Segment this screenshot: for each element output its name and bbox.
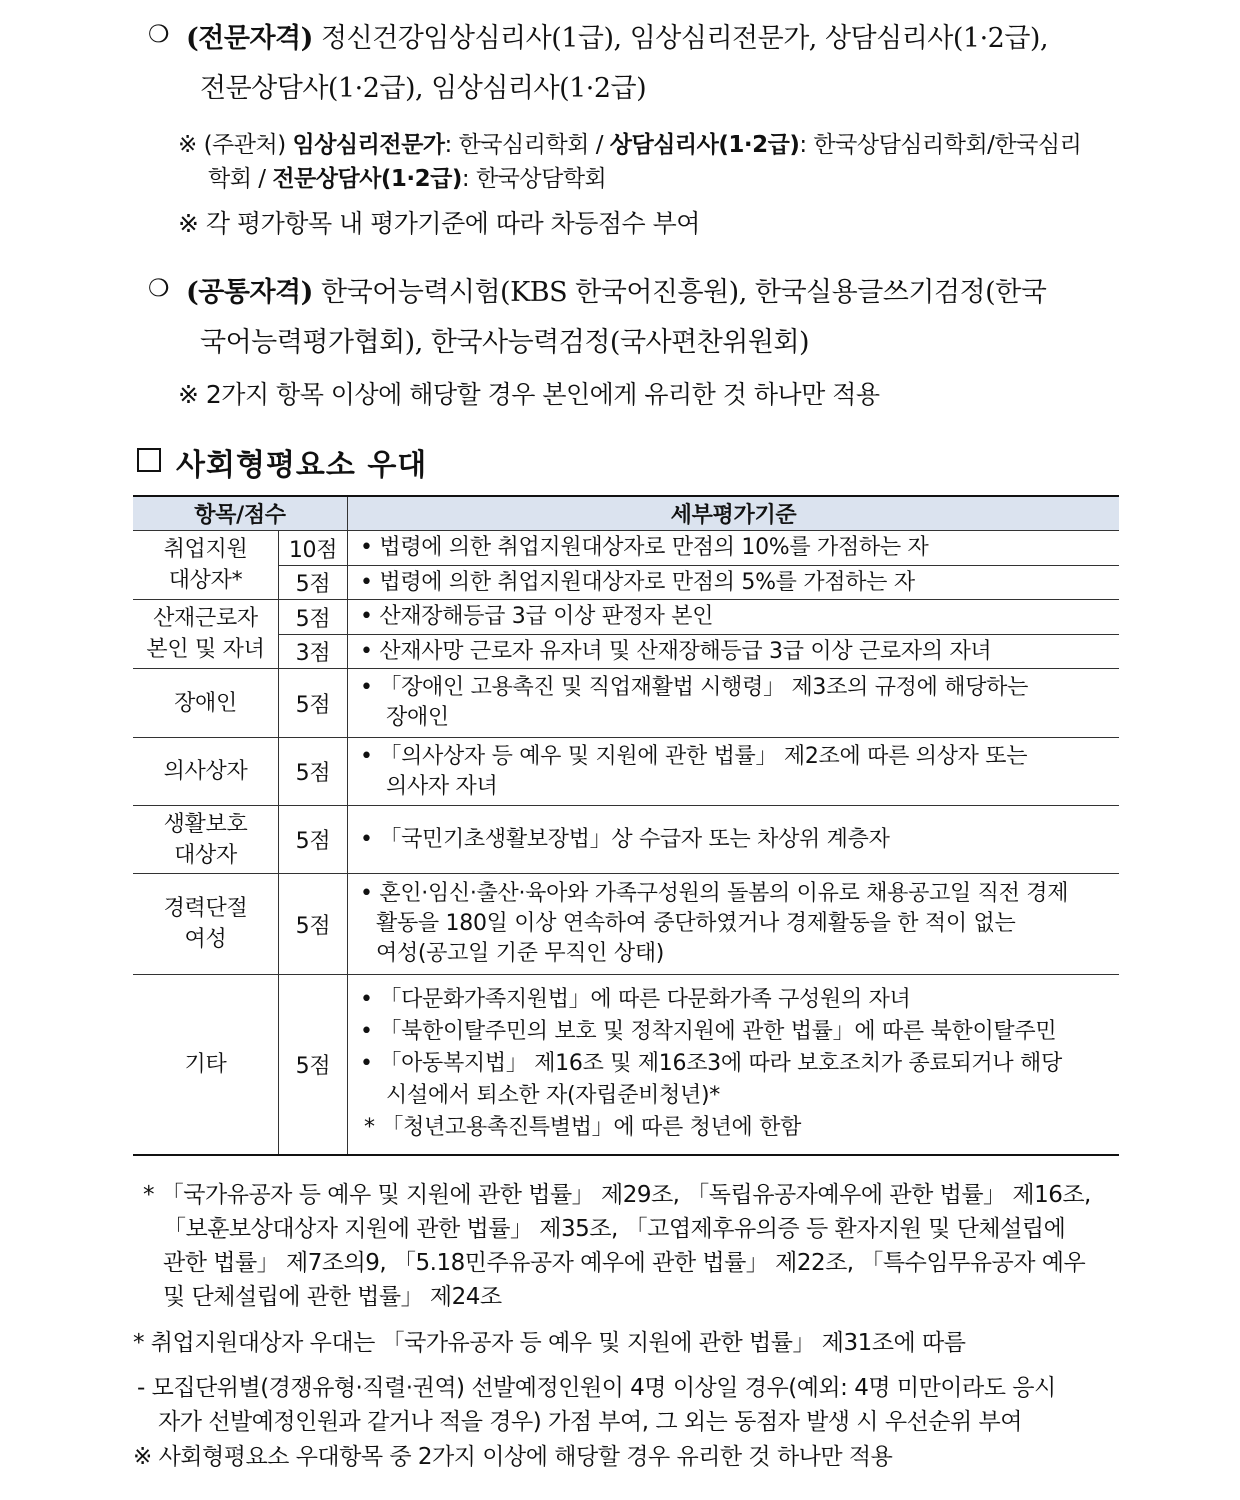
criteria-line: • 「국민기초생활보장법」상 수급자 또는 차상위 계층자 xyxy=(360,826,890,852)
section-title: 사회형평요소 우대 xyxy=(176,448,428,483)
score-cell: 5점 xyxy=(279,874,348,975)
header-criteria: 세부평가기준 xyxy=(348,496,1120,531)
criteria-line: • 「다문화가족지원법」에 따른 다문화가족 구성원의 자녀 xyxy=(360,987,911,1013)
common-qual-text1: 한국어능력시험(KBS 한국어진흥원), 한국실용글쓰기검정(한국 xyxy=(320,277,1047,308)
footnote-unit-line2: 자가 선발예정인원과 같거나 적을 경우) 가점 부여, 그 외는 동점자 발생 시 우선순위 부여 xyxy=(158,1409,1022,1435)
criteria-line: 시설에서 퇴소한 자(자립준비청년)* xyxy=(386,1083,720,1109)
category-line: 본인 및 자녀 xyxy=(146,637,265,662)
note-text-2: : 한국상담심리학회/한국심리 xyxy=(799,132,1082,158)
category-cell: 기타 xyxy=(133,975,279,1155)
criteria-cell xyxy=(348,600,1120,635)
criteria-cell xyxy=(348,669,1120,738)
criteria-cell xyxy=(348,738,1120,806)
criteria-line: • 「장애인 고용촉진 및 직업재활법 시행령」 제3조의 규정에 해당하는 xyxy=(360,675,1029,700)
table-row xyxy=(133,600,1119,635)
category-cell: 장애인 xyxy=(133,669,279,738)
criteria-line: • 「아동복지법」 제16조 및 제16조3에 따라 보호조치가 종료되거나 해당 xyxy=(360,1051,1062,1077)
category-cell xyxy=(133,531,279,600)
note-text-3: : 한국상담학회 xyxy=(461,166,607,192)
criteria-cell xyxy=(348,635,1120,669)
score-cell: 5점 xyxy=(279,669,348,738)
note-text-3a: 학회 / xyxy=(208,166,266,192)
table-row xyxy=(133,566,1119,600)
category-line: 취업지원 xyxy=(163,537,248,562)
pro-qual-line2: 전문상담사(1·2급), 임상심리사(1·2급) xyxy=(200,73,647,104)
table-row xyxy=(133,874,1119,975)
category-line: 경력단절 xyxy=(163,896,248,921)
score-cell: 3점 xyxy=(279,635,348,669)
checkbox-square-icon xyxy=(137,448,161,472)
circle-bullet-icon: ❍ xyxy=(148,274,170,302)
criteria-footnote: * 「청년고용촉진특별법」에 따른 청년에 한함 xyxy=(364,1115,802,1141)
pro-qual-line1 xyxy=(186,16,1048,55)
table-row xyxy=(133,975,1119,1155)
table-row xyxy=(133,635,1119,669)
criteria-line: 의사자 자녀 xyxy=(386,773,498,799)
common-qual-label: (공통자격) xyxy=(186,277,313,308)
note-mark: ※ (주관처) xyxy=(178,132,286,158)
score-cell: 10점 xyxy=(279,531,348,566)
category-line: 생활보호 xyxy=(163,811,248,837)
footnote-employment-support: * 취업지원대상자 우대는 「국가유공자 등 예우 및 지원에 관한 법률」 제31조에 따름 xyxy=(133,1330,966,1356)
note-organizers-line2 xyxy=(208,160,606,193)
criteria-line: 활동을 180일 이상 연속하여 중단하였거나 경제활동을 한 적이 없는 xyxy=(376,911,1016,936)
criteria-line: 여성(공고일 기준 무직인 상태) xyxy=(376,941,665,966)
social-equity-table xyxy=(133,495,1119,1156)
header-item-score: 항목/점수 xyxy=(133,496,348,531)
score-cell: 5점 xyxy=(279,566,348,600)
circle-bullet-icon: ❍ xyxy=(148,20,170,48)
criteria-line: 장애인 xyxy=(386,705,449,730)
category-cell xyxy=(133,600,279,669)
footnote-one-applies: ※ 사회형평요소 우대항목 중 2가지 이상에 해당할 경우 유리한 것 하나만 적용 xyxy=(133,1444,893,1470)
note-one-applies: ※ 2가지 항목 이상에 해당할 경우 본인에게 유리한 것 하나만 적용 xyxy=(178,380,880,409)
score-cell: 5점 xyxy=(279,738,348,806)
criteria-line: • 혼인·임신·출산·육아와 가족구성원의 돌봄의 이유로 채용공고일 직전 경제 xyxy=(360,881,1069,906)
criteria-cell xyxy=(348,975,1120,1155)
footnote-laws-line2: 「보훈보상대상자 지원에 관한 법률」 제35조, 「고엽제후유의증 등 환자지원 및 단체설립에 xyxy=(163,1216,1066,1242)
common-qual-line1 xyxy=(186,270,1046,309)
category-cell: 의사상자 xyxy=(133,738,279,806)
criteria-line: • 산재사망 근로자 유자녀 및 산재장해등급 3급 이상 근로자의 자녀 xyxy=(360,638,992,664)
category-line: 여성 xyxy=(184,927,227,952)
common-qual-line2: 국어능력평가협회), 한국사능력검정(국사편찬위원회) xyxy=(200,327,810,358)
note-bold-2: 상담심리사(1·2급) xyxy=(609,132,800,158)
table-row xyxy=(133,806,1119,874)
category-line: 대상자* xyxy=(168,568,243,593)
category-cell xyxy=(133,874,279,975)
footnote-laws-line1: * 「국가유공자 등 예우 및 지원에 관한 법률」 제29조, 「독립유공자예우에 관한 법률」 제16조, xyxy=(143,1182,1091,1208)
criteria-cell xyxy=(348,566,1120,600)
note-bold-1: 임상심리전문가 xyxy=(292,132,445,158)
criteria-line: • 산재장해등급 3급 이상 판정자 본인 xyxy=(360,604,714,629)
category-cell xyxy=(133,806,279,874)
criteria-line: • 「의사상자 등 예우 및 지원에 관한 법률」 제2조에 따른 의상자 또는 xyxy=(360,743,1028,769)
footnote-unit-line1: - 모집단위별(경쟁유형·직렬·권역) 선발예정인원이 4명 이상일 경우(예외: 4명 미만이라도 응시 xyxy=(137,1375,1056,1401)
table-header-row xyxy=(133,496,1119,531)
table-row xyxy=(133,738,1119,806)
note-text-1: : 한국심리학회 / xyxy=(444,132,603,158)
criteria-cell xyxy=(348,874,1120,975)
category-line: 산재근로자 xyxy=(153,606,258,631)
criteria-line: • 법령에 의한 취업지원대상자로 만점의 5%를 가점하는 자 xyxy=(360,569,915,595)
note-organizers-line1 xyxy=(178,126,1081,159)
score-cell: 5점 xyxy=(279,600,348,635)
table-row xyxy=(133,669,1119,738)
pro-qual-label: (전문자격) xyxy=(186,23,313,54)
criteria-line: • 법령에 의한 취업지원대상자로 만점의 10%를 가점하는 자 xyxy=(360,535,929,560)
pro-qual-text1: 정신건강임상심리사(1급), 임상심리전문가, 상담심리사(1·2급), xyxy=(320,23,1049,54)
table-row xyxy=(133,531,1119,566)
score-cell: 5점 xyxy=(279,806,348,874)
footnote-laws-line3: 관한 법률」 제7조의9, 「5.18민주유공자 예우에 관한 법률」 제22조, 「특수임무유공자 예우 xyxy=(163,1250,1086,1276)
note-bold-3: 전문상담사(1·2급) xyxy=(272,166,462,192)
footnote-laws-line4: 및 단체설립에 관한 법률」 제24조 xyxy=(163,1284,502,1310)
criteria-cell xyxy=(348,531,1120,566)
note-differential-score: ※ 각 평가항목 내 평가기준에 따라 차등점수 부여 xyxy=(178,209,700,238)
criteria-line: • 「북한이탈주민의 보호 및 정착지원에 관한 법률」에 따른 북한이탈주민 xyxy=(360,1019,1057,1045)
category-line: 대상자 xyxy=(174,842,237,868)
criteria-cell xyxy=(348,806,1120,874)
score-cell: 5점 xyxy=(279,975,348,1155)
